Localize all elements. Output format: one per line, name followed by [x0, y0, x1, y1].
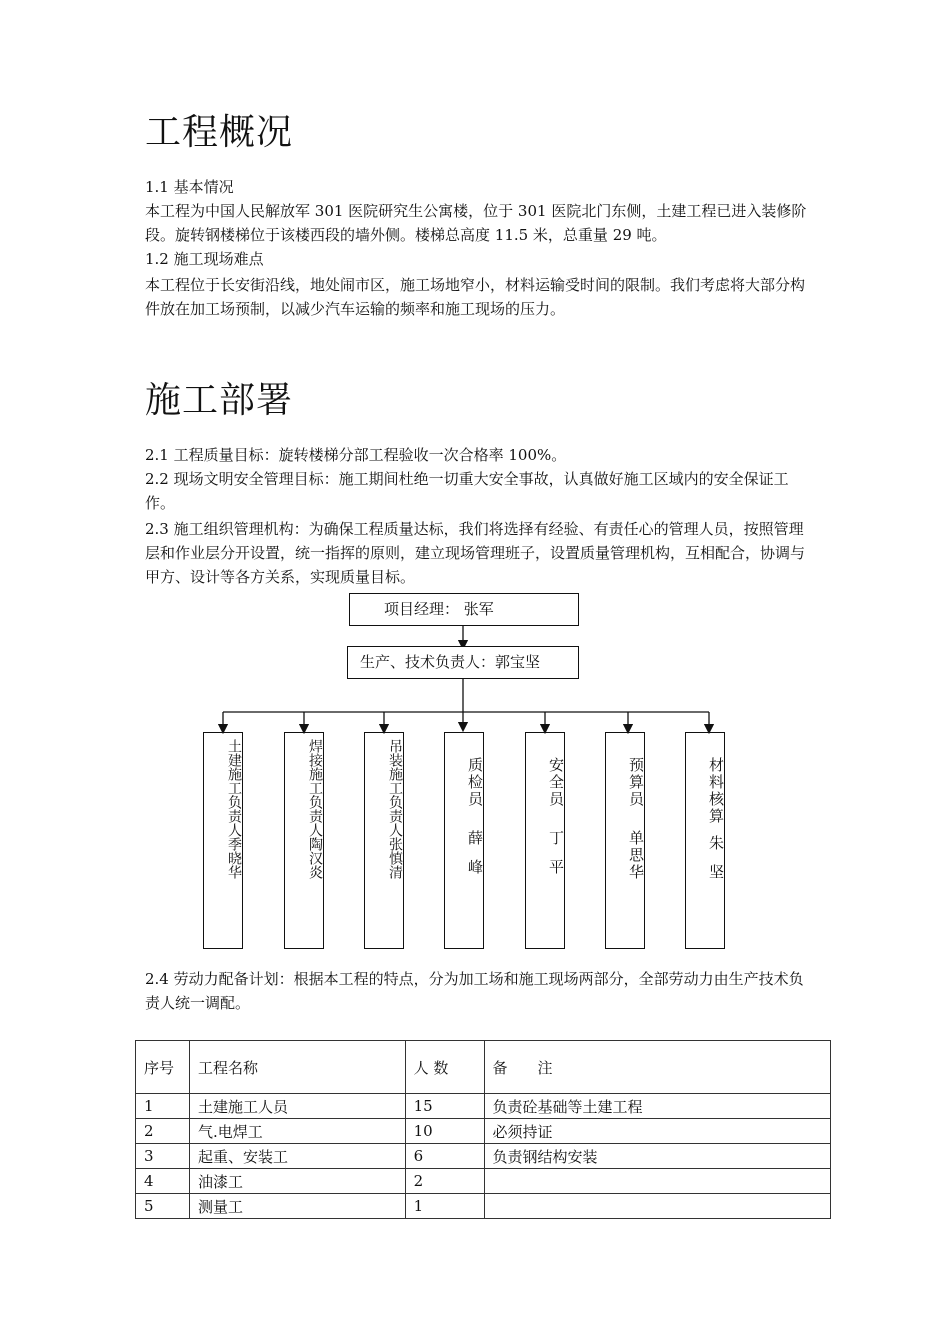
org-unit-role: 吊装施工负责人 — [387, 739, 403, 837]
org-unit-role: 土建施工负责人 — [226, 739, 242, 837]
org-unit-welding — [284, 732, 324, 949]
org-unit-hoisting — [364, 732, 404, 949]
org-label-tech-lead: 生产、技术负责人：郭宝坚 — [360, 653, 541, 671]
org-unit-name: 张慎清 — [387, 837, 403, 879]
org-unit-name: 陶汉炎 — [307, 837, 323, 879]
table-cell: 3 — [136, 1144, 190, 1169]
org-unit-materials — [685, 732, 725, 949]
org-unit-role: 质检员 — [466, 757, 484, 808]
table-row — [136, 1169, 831, 1194]
table-cell: 负责砼基础等土建工程 — [484, 1094, 830, 1119]
table-cell: 2 — [136, 1119, 190, 1144]
table-cell: 土建施工人员 — [189, 1094, 405, 1119]
org-unit-civil — [203, 732, 243, 949]
table-header-cell: 人 数 — [405, 1041, 484, 1094]
table-cell — [484, 1169, 830, 1194]
org-unit-name: 单思华 — [627, 830, 645, 881]
table-cell: 4 — [136, 1169, 190, 1194]
labor-table — [135, 1040, 831, 1219]
org-unit-name: 季晓华 — [226, 837, 242, 879]
org-unit-role: 材料核算 — [707, 757, 725, 825]
table-header-row — [136, 1041, 831, 1094]
table-header-cell: 工程名称 — [189, 1041, 405, 1094]
org-unit-budget — [605, 732, 645, 949]
table-cell: 5 — [136, 1194, 190, 1219]
table-cell: 必须持证 — [484, 1119, 830, 1144]
section-heading-overview: 工程概况 — [145, 112, 294, 153]
org-box-tech-lead — [347, 646, 579, 679]
paragraph-safety-target: 2.2 现场文明安全管理目标：施工期间杜绝一切重大安全事故，认真做好施工区域内的安全保证工作。 — [145, 470, 789, 512]
org-unit-role: 焊接施工负责人 — [307, 739, 323, 837]
org-box-project-manager — [349, 593, 579, 626]
org-unit-role: 预算员 — [627, 757, 645, 808]
section-heading-deployment: 施工部署 — [145, 380, 294, 421]
table-cell: 1 — [136, 1094, 190, 1119]
table-cell: 起重、安装工 — [189, 1144, 405, 1169]
table-cell — [484, 1194, 830, 1219]
org-unit-safety — [525, 732, 565, 949]
org-unit-role: 安全员 — [547, 757, 565, 808]
table-cell: 6 — [405, 1144, 484, 1169]
paragraph-basic-info: 本工程为中国人民解放军 301 医院研究生公寓楼，位于 301 医院北门东侧，土建工程已进入装修阶段。旋转钢楼梯位于该楼西段的墙外侧。楼梯总高度 11.5 米，总重量 29 吨。 — [145, 202, 807, 244]
org-unit-quality — [444, 732, 484, 949]
table-row — [136, 1094, 831, 1119]
org-label-project-manager: 项目经理： 张军 — [384, 600, 494, 618]
table-cell: 油漆工 — [189, 1169, 405, 1194]
table-cell: 15 — [405, 1094, 484, 1119]
table-header-cell: 序号 — [136, 1041, 190, 1094]
table-cell: 2 — [405, 1169, 484, 1194]
org-unit-name: 朱坚 — [707, 835, 725, 893]
table-row — [136, 1144, 831, 1169]
paragraph-labor-plan: 2.4 劳动力配备计划：根据本工程的特点，分为加工场和施工现场两部分，全部劳动力由生产技术负责人统一调配。 — [145, 970, 804, 1012]
subsection-title-site-difficulty: 1.2 施工现场难点 — [145, 250, 264, 268]
table-cell: 1 — [405, 1194, 484, 1219]
paragraph-organization: 2.3 施工组织管理机构：为确保工程质量达标，我们将选择有经验、有责任心的管理人员，按照管理层和作业层分开设置，统一指挥的原则，建立现场管理班子，设置质量管理机构，互相配合，协调与甲方、设计等各方关系，实现质量目标。 — [145, 520, 806, 586]
org-unit-name: 丁平 — [547, 830, 565, 888]
paragraph-quality-target: 2.1 工程质量目标：旋转楼梯分部工程验收一次合格率 100%。 — [145, 446, 567, 464]
table-header-cell: 备 注 — [484, 1041, 830, 1094]
subsection-title-basic-info: 1.1 基本情况 — [145, 178, 234, 196]
table-cell: 测量工 — [189, 1194, 405, 1219]
table-row — [136, 1194, 831, 1219]
table-cell: 负责钢结构安装 — [484, 1144, 830, 1169]
table-row — [136, 1119, 831, 1144]
paragraph-site-difficulty: 本工程位于长安街沿线，地处闹市区，施工场地窄小，材料运输受时间的限制。我们考虑将大部分构件放在加工场预制，以减少汽车运输的频率和施工现场的压力。 — [145, 276, 806, 318]
org-unit-name: 薛峰 — [466, 830, 484, 888]
table-cell: 10 — [405, 1119, 484, 1144]
table-cell: 气.电焊工 — [189, 1119, 405, 1144]
